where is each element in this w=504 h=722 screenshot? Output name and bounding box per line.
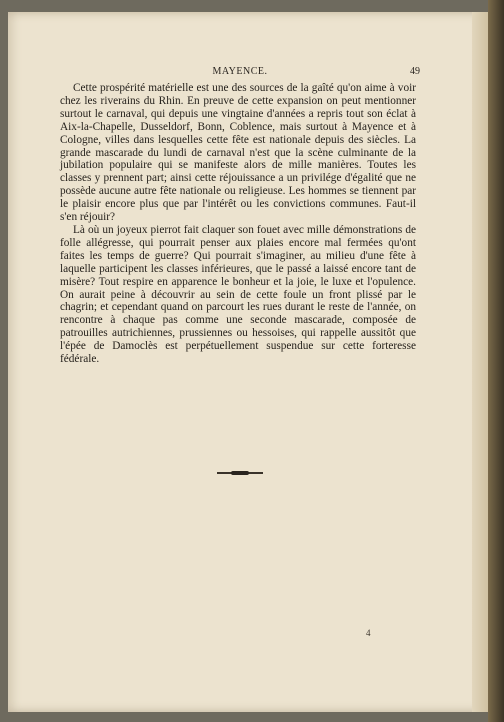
page-edge <box>472 12 488 712</box>
paragraph: Là où un joyeux pierrot fait claquer son fouet avec mille démonstrations de folle allégresse, qui pourrait penser aux plaies encore mal fermées qu'ont faites les temps de guerre? Qui pourrait s'imaginer, au milieu d'une fête à laquelle participent les classes inférieures, que le passé a laissé encore tant de misère? Tout respire en apparence le bonheur et la joie, le luxe et l'opulence. On aurait peine à découvrir au sein de cette foule un front plissé par le chagrin; et cependant quand on parcourt les rues durant le reste de l'année, on rencontre à chaque pas comme une seconde mascarade, composée de patrouilles autrichiennes, prussiennes ou hessoises, qui rappelle aussitôt que l'épée de Damoclès est perpétuellement suspendue sur cette forteresse fédérale. <box>60 223 416 366</box>
book-spine <box>488 0 504 722</box>
section-divider <box>217 472 263 474</box>
running-header <box>60 66 420 80</box>
signature-mark: 4 <box>366 628 371 638</box>
body-text <box>60 82 416 366</box>
paragraph: Cette prospérité matérielle est une des sources de la gaîté qu'on aime à voir chez les riverains du Rhin. En preuve de cette expansion on peut mentionner surtout le carnaval, qui depuis une vingtaine d'années a repris tout son éclat à Aix-la-Chapelle, Dusseldorf, Bonn, Coblence, mais surtout à Mayence et à Cologne, villes dans lesquelles cette fête est nationale depuis des siècles. La grande mascarade du lundi de carnaval n'est que la scène culminante de la jubilation populaire qui se manifeste alors de mille manières. Toutes les classes y prennent part; ainsi cette réjouissance a un privilége d'égalité que ne possède aucune autre fête nationale ou religieuse. Les hommes se tiennent par le plaisir encore plus que par l'intérêt ou les convictions communes. Faut-il s'en réjouir? <box>60 82 416 224</box>
page-number: 49 <box>410 66 420 77</box>
chapter-title: MAYENCE. <box>212 66 268 77</box>
